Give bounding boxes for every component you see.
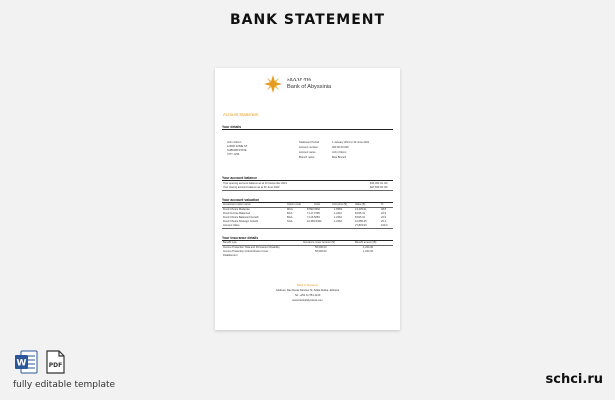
valuation-cell: BCA (287, 212, 293, 215)
insurance-col-header: Insurance cover amount ($) (303, 241, 335, 244)
valuation-cell: 13,235.61 (355, 208, 367, 211)
detail-label: Account name (299, 151, 316, 154)
detail-value: 000 00 00 000 (332, 146, 349, 149)
balance-value: $41,361.91 CR (370, 182, 388, 185)
insurance-cell: 1,234.00 (363, 250, 374, 253)
valuation-cell: 7,116.5083 (307, 216, 320, 219)
valuation-cell: Fixed Choice Balanced Growth (223, 216, 259, 219)
statement-document (215, 68, 400, 330)
valuation-cell: 1.2262 (334, 220, 342, 223)
balance-rule (222, 180, 393, 181)
site-watermark: schci.ru (545, 372, 603, 387)
valuation-cell: 100.0 (381, 224, 388, 227)
footer-address: Address: Ras Desta Damtew St, Addis Ababa, Ethiopia (275, 289, 340, 292)
details-rule (222, 129, 393, 130)
valuation-cell: 8,815.31 (355, 216, 366, 219)
page-title: BANK STATEMENT (229, 12, 386, 28)
valuation-cell: SGA (287, 220, 293, 223)
balance-rule-bottom (222, 190, 393, 191)
valuation-cell: 22.9 (381, 212, 387, 215)
valuation-cell: 48.8 (381, 208, 387, 211)
statement-heading: Account Statement (223, 112, 259, 117)
valuation-col-header: Value ($) (355, 203, 366, 206)
detail-label: Branch name (299, 156, 315, 159)
address-line: SUBURB STATE (227, 149, 247, 152)
valuation-cell: 8,593.9362 (307, 208, 320, 211)
valuation-cell: 22.9 (381, 216, 387, 219)
valuation-col-header: Units (314, 203, 320, 206)
valuation-col-header: Investment option name (223, 203, 251, 206)
valuation-cell: Fixed Income Balanced (223, 212, 251, 215)
details-title: Your details (222, 125, 242, 129)
valuation-title: Your account valuation (222, 198, 260, 202)
insurance-cell: Income Protection Critical Illness Cover (223, 250, 269, 253)
address-line: 1/4000 SOME ST, (227, 145, 248, 148)
editable-caption: fully editable template (13, 380, 116, 390)
valuation-cell: 8,815.31 (355, 212, 366, 215)
word-icon-label: W (16, 358, 27, 369)
valuation-cell: 1.2262 (334, 216, 342, 219)
valuation-cell: 7,117.0796 (307, 212, 320, 215)
valuation-cell: 20.1 (381, 220, 387, 223)
insurance-cell: 50,000.00 (315, 250, 327, 253)
valuation-cell: 12,685.25 (355, 220, 367, 223)
valuation-cell: 1.2210 (334, 212, 342, 215)
balance-value: $27,833.93 CR (370, 186, 388, 189)
footer-bank-name: Bank of Abyssinia (297, 284, 318, 287)
pdf-file-icon (43, 350, 67, 374)
detail-label: Account number (299, 146, 318, 149)
bank-logo (263, 74, 353, 94)
footer-phone: Tel: +251 11 551 4130 (294, 294, 321, 297)
insurance-col-header: Benefit type (223, 241, 237, 244)
address-line: CITY 1234 (227, 153, 240, 156)
detail-value: John Citizen (332, 151, 347, 154)
balance-title: Your account balance (222, 176, 257, 180)
valuation-cell: MCA (287, 208, 293, 211)
valuation-col-header: Option code (287, 203, 301, 206)
detail-value: 1 January 2021 to 30 June 2021 (332, 141, 370, 144)
address-line: John Citizen (227, 141, 242, 144)
valuation-col-header: Unit price ($) (332, 203, 347, 206)
insurance-col-header: Benefit amount ($) (355, 241, 377, 244)
valuation-cell: 1.6569 (334, 208, 342, 211)
word-file-icon (14, 350, 38, 374)
valuation-cell: 10,384.5492 (307, 220, 322, 223)
insurance-cell: Income Protection Total and Permanent Disability (223, 246, 280, 249)
insurance-cell: 50,000.00 (315, 246, 327, 249)
bank-name-amharic: አቢሲንያ ባንክ (287, 77, 311, 82)
insurance-cell: Disablement (223, 254, 238, 257)
bank-logo-icon (263, 74, 283, 94)
valuation-cell: Account Value (223, 224, 240, 227)
pdf-icon-label: PDF (48, 362, 63, 369)
footer-website: www.bankofabyssinia.com (292, 299, 323, 302)
valuation-col-header: % (381, 203, 384, 206)
valuation-cell: Fixed Choice Moderate (223, 208, 250, 211)
detail-label: Statement Period (299, 141, 320, 144)
bank-name: Bank of Abyssinia (287, 84, 332, 90)
insurance-title: Your insurance details (222, 236, 259, 240)
valuation-cell: BGA (287, 216, 293, 219)
balance-label: Your opening account balance as at 31 December 2021 (223, 182, 287, 185)
insurance-cell: 1,234.00 (363, 246, 374, 249)
detail-value: Bole Branch (332, 156, 347, 159)
valuation-cell: Fixed Choice Strategic Growth (223, 220, 259, 223)
valuation-rule-bottom (222, 228, 393, 229)
balance-label: Your closing account balance as at 30 June 2022 (223, 186, 280, 189)
valuation-cell: 27,833.93 (355, 224, 367, 227)
